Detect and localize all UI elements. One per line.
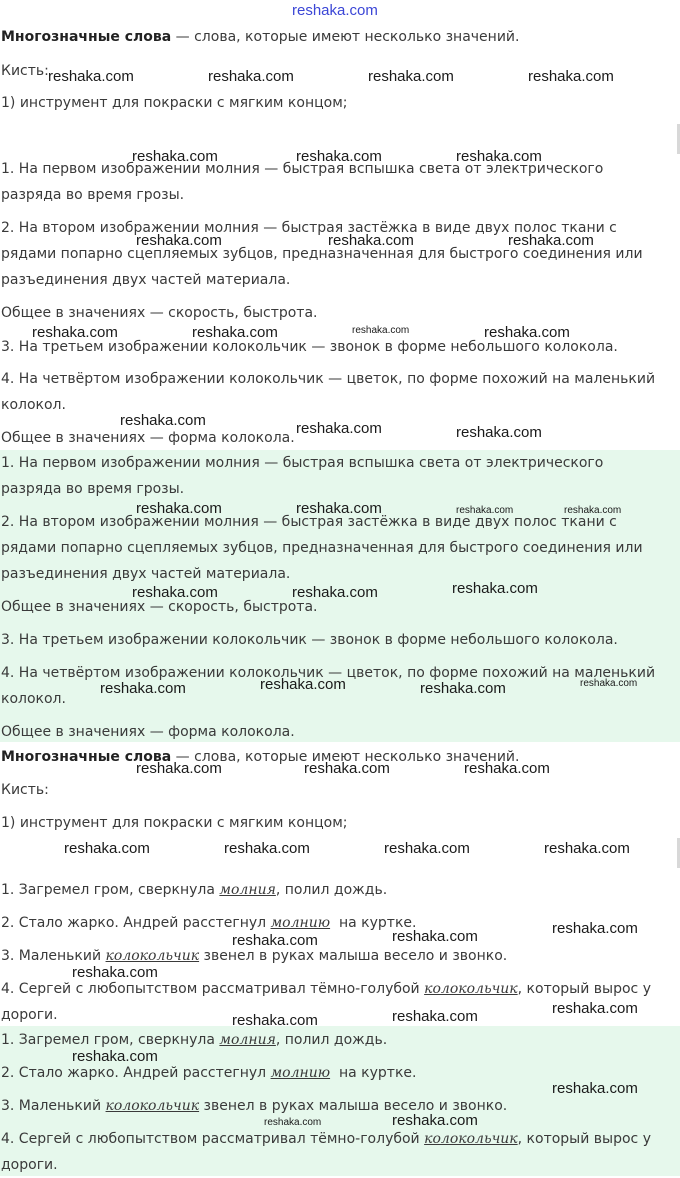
watermark: reshaka.com bbox=[48, 68, 134, 85]
text-line: 2. На втором изображении молния — быстрая застёжка в виде двух полос ткани с bbox=[1, 514, 617, 530]
watermark: reshaka.com bbox=[464, 760, 550, 777]
sentence-4-cont: дороги. bbox=[1, 1007, 58, 1023]
watermark: reshaka.com bbox=[456, 148, 542, 165]
watermark: reshaka.com bbox=[120, 412, 206, 429]
text-line: 4. На четвёртом изображении колокольчик — цветок, по форме похожий на маленький bbox=[1, 371, 656, 387]
watermark: reshaka.com bbox=[392, 1008, 478, 1025]
watermark: reshaka.com bbox=[232, 932, 318, 949]
watermark: reshaka.com bbox=[508, 232, 594, 249]
sentence-4: 4. Сергей с любопытством рассматривал тёмно-голубой колокольчик, который вырос у bbox=[1, 981, 651, 997]
text-line: разъединения двух частей материала. bbox=[1, 566, 291, 582]
watermark: reshaka.com bbox=[136, 760, 222, 777]
watermark: reshaka.com bbox=[224, 840, 310, 857]
text-line: разъединения двух частей материала. bbox=[1, 272, 291, 288]
watermark: reshaka.com bbox=[392, 928, 478, 945]
watermark: reshaka.com bbox=[384, 840, 470, 857]
text-line: 1. На первом изображении молния — быстрая вспышка света от электрического bbox=[1, 455, 604, 471]
text-line: колокол. bbox=[1, 691, 66, 707]
watermark: reshaka.com bbox=[456, 505, 514, 516]
definition: Многозначные слова — слова, которые имеют несколько значений. bbox=[1, 29, 520, 45]
sentence-1: 1. Загремел гром, сверкнула молния, полил дождь. bbox=[1, 882, 388, 898]
kist-label: Кисть: bbox=[1, 782, 49, 798]
sentence-2: 2. Стало жарко. Андрей расстегнул молнию на куртке. bbox=[1, 1065, 417, 1081]
watermark: reshaka.com bbox=[392, 1112, 478, 1129]
sentence-3: 3. Маленький колокольчик звенел в руках малыша весело и звонко. bbox=[1, 948, 508, 964]
kist-meaning: 1) инструмент для покраски с мягким концом; bbox=[1, 815, 348, 831]
watermark: reshaka.com bbox=[132, 584, 218, 601]
watermark: reshaka.com bbox=[296, 500, 382, 517]
watermark: reshaka.com bbox=[484, 324, 570, 341]
text-line: 4. На четвёртом изображении колокольчик — цветок, по форме похожий на маленький bbox=[1, 665, 656, 681]
text-line: Общее в значениях — форма колокола. bbox=[1, 430, 295, 446]
watermark: reshaka.com bbox=[292, 2, 378, 19]
text-line: рядами попарно сцепляемых зубцов, предназначенная для быстрого соединения или bbox=[1, 540, 643, 556]
text-line: Общее в значениях — скорость, быстрота. bbox=[1, 599, 318, 615]
watermark: reshaka.com bbox=[352, 325, 410, 336]
definition: Многозначные слова — слова, которые имеют несколько значений. bbox=[1, 749, 520, 765]
watermark: reshaka.com bbox=[132, 148, 218, 165]
text-line: разряда во время грозы. bbox=[1, 481, 185, 497]
sentence-1: 1. Загремел гром, сверкнула молния, полил дождь. bbox=[1, 1032, 388, 1048]
watermark: reshaka.com bbox=[136, 500, 222, 517]
watermark: reshaka.com bbox=[456, 424, 542, 441]
sentence-2: 2. Стало жарко. Андрей расстегнул молнию на куртке. bbox=[1, 915, 417, 931]
watermark: reshaka.com bbox=[292, 584, 378, 601]
watermark: reshaka.com bbox=[328, 232, 414, 249]
watermark: reshaka.com bbox=[232, 1012, 318, 1029]
watermark: reshaka.com bbox=[304, 760, 390, 777]
text-line: Общее в значениях — форма колокола. bbox=[1, 724, 295, 740]
watermark: reshaka.com bbox=[544, 840, 630, 857]
kist-label: Кисть: bbox=[1, 63, 49, 79]
watermark: reshaka.com bbox=[528, 68, 614, 85]
watermark: reshaka.com bbox=[100, 680, 186, 697]
watermark: reshaka.com bbox=[552, 920, 638, 937]
text-line: 1. На первом изображении молния — быстрая вспышка света от электрического bbox=[1, 161, 604, 177]
watermark: reshaka.com bbox=[260, 676, 346, 693]
watermark: reshaka.com bbox=[580, 678, 638, 689]
watermark: reshaka.com bbox=[72, 1048, 158, 1065]
watermark: reshaka.com bbox=[192, 324, 278, 341]
watermark: reshaka.com bbox=[552, 1080, 638, 1097]
watermark: reshaka.com bbox=[32, 324, 118, 341]
text-line: Общее в значениях — скорость, быстрота. bbox=[1, 305, 318, 321]
watermark: reshaka.com bbox=[208, 68, 294, 85]
watermark: reshaka.com bbox=[368, 68, 454, 85]
sentence-4-cont: дороги. bbox=[1, 1157, 58, 1173]
sentence-4: 4. Сергей с любопытством рассматривал тёмно-голубой колокольчик, который вырос у bbox=[1, 1131, 651, 1147]
text-line: 3. На третьем изображении колокольчик — звонок в форме небольшого колокола. bbox=[1, 632, 618, 648]
watermark: reshaka.com bbox=[264, 1117, 322, 1128]
watermark: reshaka.com bbox=[64, 840, 150, 857]
watermark: reshaka.com bbox=[552, 1000, 638, 1017]
watermark: reshaka.com bbox=[564, 505, 622, 516]
text-line: 2. На втором изображении молния — быстрая застёжка в виде двух полос ткани с bbox=[1, 220, 617, 236]
text-line: колокол. bbox=[1, 397, 66, 413]
watermark: reshaka.com bbox=[72, 964, 158, 981]
text-line: 3. На третьем изображении колокольчик — звонок в форме небольшого колокола. bbox=[1, 339, 618, 355]
watermark: reshaka.com bbox=[420, 680, 506, 697]
kist-meaning: 1) инструмент для покраски с мягким концом; bbox=[1, 95, 348, 111]
text-line: рядами попарно сцепляемых зубцов, предназначенная для быстрого соединения или bbox=[1, 246, 643, 262]
sentence-3: 3. Маленький колокольчик звенел в руках малыша весело и звонко. bbox=[1, 1098, 508, 1114]
text-line: разряда во время грозы. bbox=[1, 187, 185, 203]
watermark: reshaka.com bbox=[296, 148, 382, 165]
watermark: reshaka.com bbox=[452, 580, 538, 597]
watermark: reshaka.com bbox=[296, 420, 382, 437]
watermark: reshaka.com bbox=[136, 232, 222, 249]
